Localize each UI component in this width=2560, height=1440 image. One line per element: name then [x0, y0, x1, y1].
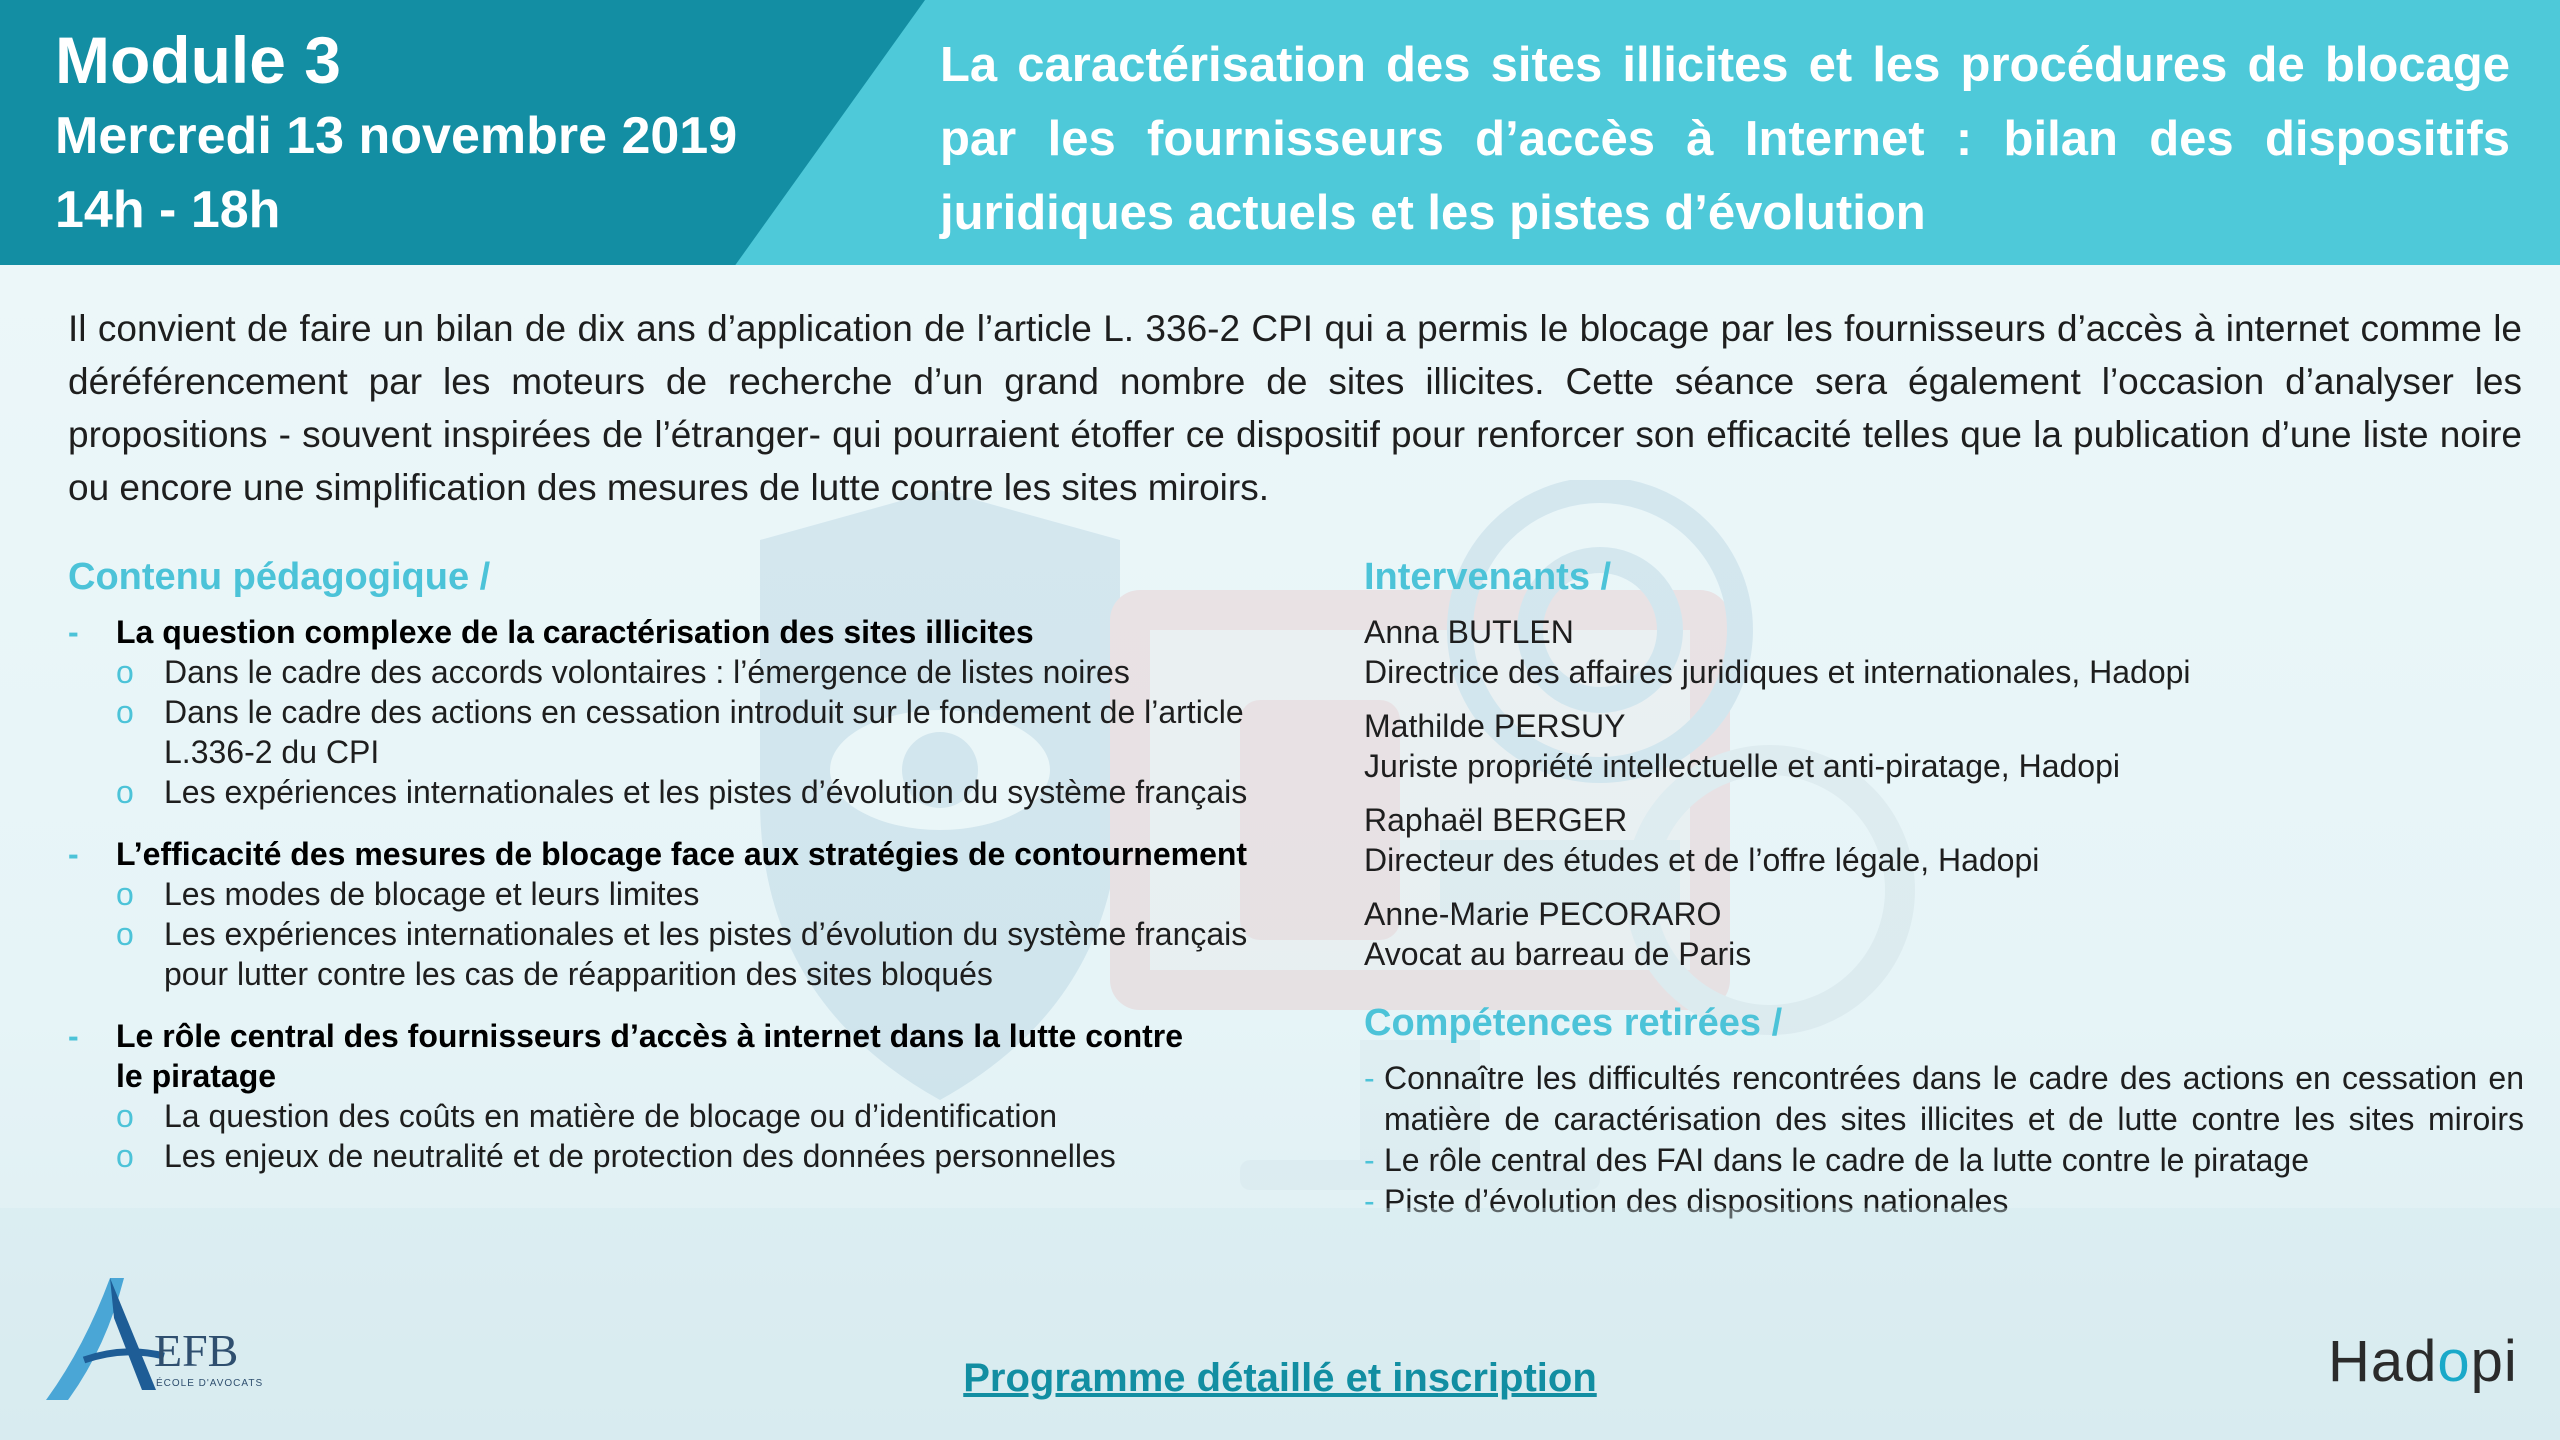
speaker-item [1364, 800, 2524, 880]
contenu-title: Contenu pédagogique / [68, 556, 491, 598]
topic-label: L’efficacité des mesures de blocage face aux stratégies de contournement [116, 836, 1248, 872]
module-title: Module 3 [55, 23, 342, 97]
dash-bullet: - [68, 1018, 79, 1054]
svg-text:EFB: EFB [154, 1325, 239, 1376]
speaker-item [1364, 894, 2524, 974]
dash-bullet: - [1364, 1060, 1375, 1096]
module-date: Mercredi 13 novembre 2019 [55, 107, 738, 165]
speakers-list [1364, 612, 2524, 988]
speaker-name: Anne-Marie PECORARO [1364, 896, 1722, 932]
competences-list [1364, 1058, 2524, 1222]
list-item: - Piste d’évolution des dispositions nationales [1364, 1181, 2524, 1222]
circle-bullet: o [116, 654, 134, 690]
circle-bullet: o [116, 916, 134, 952]
dash-bullet: - [68, 614, 79, 650]
dash-bullet: - [1364, 1183, 1375, 1219]
speaker-item [1364, 706, 2524, 786]
list-item: - Connaître les difficultés rencontrées dans le cadre des actions en cessation en matière de caractérisation des sites illicites et de lutte contre les sites miroirs [1364, 1060, 2524, 1137]
hadopi-logo: Hadopi [2328, 1329, 2518, 1394]
speaker-name: Mathilde PERSUY [1364, 708, 1626, 744]
intervenants-title: Intervenants / [1364, 556, 1612, 598]
speaker-role: Directrice des affaires juridiques et internationales, Hadopi [1364, 654, 2191, 690]
speaker-name: Anna BUTLEN [1364, 614, 1574, 650]
list-item: o Les expériences internationales et les pistes d’évolution du système français pour lutter contre les cas de réapparition des sites bloqués [116, 916, 1248, 992]
module-time: 14h - 18h [55, 181, 281, 239]
topic-label: La question complexe de la caractérisation des sites illicites [116, 614, 1034, 650]
speaker-name: Raphaël BERGER [1364, 802, 1628, 838]
topic-item [68, 834, 1308, 994]
speaker-role: Juriste propriété intellectuelle et anti-piratage, Hadopi [1364, 748, 2120, 784]
topic-item [68, 612, 1308, 812]
list-item: - Le rôle central des FAI dans le cadre de la lutte contre le piratage [1364, 1140, 2524, 1181]
circle-bullet: o [116, 1138, 134, 1174]
session-title: La caractérisation des sites illicites et les procédures de blocage par les fournisseurs d’accès à Internet : bilan des dispositifs juridiques actuels et les pistes d’évolution [940, 38, 2510, 240]
topic-label: Le rôle central des fournisseurs d’accès à internet dans la lutte contre le piratage [116, 1018, 1184, 1094]
dash-bullet: - [1364, 1142, 1375, 1178]
footer-band [0, 1208, 2560, 1440]
competences-title: Compétences retirées / [1364, 1002, 1783, 1044]
circle-bullet: o [116, 876, 134, 912]
list-item: o Les expériences internationales et les pistes d’évolution du système français [116, 774, 1248, 810]
svg-text:ÉCOLE D'AVOCATS: ÉCOLE D'AVOCATS [156, 1378, 264, 1389]
list-item: o Dans le cadre des actions en cessation introduit sur le fondement de l’article L.336-2 du CPI [116, 694, 1244, 770]
speaker-role: Directeur des études et de l’offre légale, Hadopi [1364, 842, 2040, 878]
list-item: o Les enjeux de neutralité et de protection des données personnelles [116, 1138, 1116, 1174]
circle-bullet: o [116, 774, 134, 810]
list-item: o Dans le cadre des accords volontaires : l’émergence de listes noires [116, 654, 1130, 690]
contenu-list [68, 612, 1308, 1198]
speaker-role: Avocat au barreau de Paris [1364, 936, 1752, 972]
dash-bullet: - [68, 836, 79, 872]
list-item: o La question des coûts en matière de blocage ou d’identification [116, 1098, 1058, 1134]
list-item: o Les modes de blocage et leurs limites [116, 876, 700, 912]
topic-item [68, 1016, 1308, 1176]
intro-paragraph: Il convient de faire un bilan de dix ans d’application de l’article L. 336-2 CPI qui a permis le blocage par les fournisseurs d’accès à internet comme le déréférencement par les moteurs de recherche d’un grand nombre de sites illicites. Cette séance sera également l’occasion d’analyser les propositions - souvent inspirées de l’étranger- qui pourraient étoffer ce dispositif pour renforcer son efficacité telles que la publication d’une liste noire ou encore une simplification des mesures de lutte contre les sites miroirs. [68, 308, 2522, 508]
circle-bullet: o [116, 694, 134, 730]
speaker-item [1364, 612, 2524, 692]
program-registration-link[interactable]: Programme détaillé et inscription [963, 1356, 1597, 1400]
circle-bullet: o [116, 1098, 134, 1134]
